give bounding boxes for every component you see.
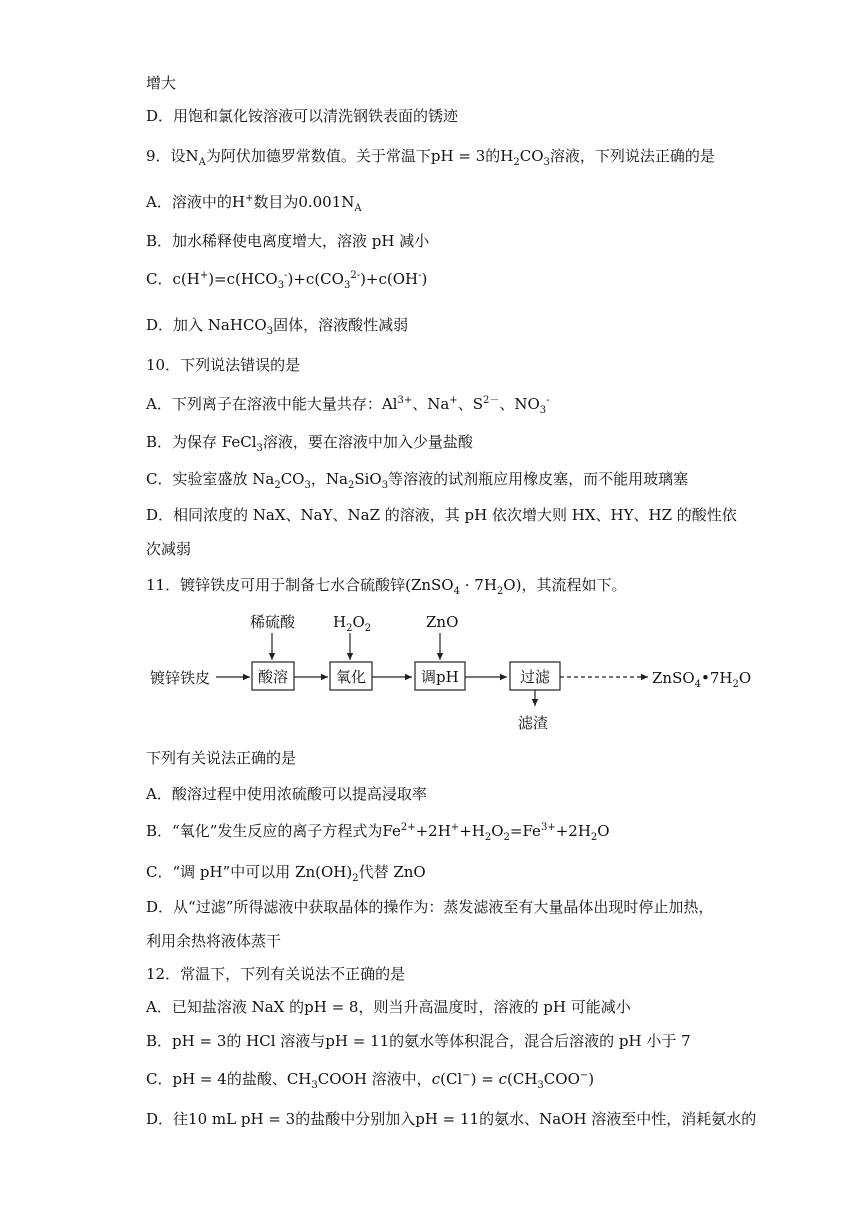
option-10c: C．实验室盛放 $Na_2CO_3$，$Na_2SiO_3$等溶液的试剂瓶应用橡皮塞，而不能用玻璃塞 xyxy=(146,470,689,491)
flow-step-3: 调pH xyxy=(421,668,459,686)
flow-step-4: 过滤 xyxy=(520,668,551,686)
flow-product: $ZnSO_4•7H_2O$ xyxy=(652,669,752,690)
flow-reagent-2: $H_2O_2$ xyxy=(333,613,372,634)
option-12c: C．pH = 4的盐酸、$CH_3COOH$ 溶液中，$c(Cl^-) = c(CH_3COO^-)$ xyxy=(146,1070,595,1091)
process-flowchart xyxy=(140,606,760,736)
text-line: 增大 xyxy=(146,74,177,92)
question-10: 10．下列说法错误的是 xyxy=(146,356,301,374)
option-10d: D．相同浓度的 NaX、NaY、NaZ 的溶液，其 pH 依次增大则 HX、HY、HZ 的酸性依 xyxy=(146,506,737,524)
option-9c: C．$c(H^+)=c(HCO_3^-)+c(CO_3^{2-})+c(OH^-)$ xyxy=(146,270,428,291)
question-12: 12．常温下，下列有关说法不正确的是 xyxy=(146,965,406,983)
flow-reagent-1: 稀硫酸 xyxy=(250,613,296,631)
option-11d-cont: 利用余热将液体蒸干 xyxy=(146,932,282,950)
option-12d: D．往10 mL pH = 3的盐酸中分别加入pH = 11的氨水、NaOH 溶液至中性，消耗氨水的 xyxy=(146,1110,757,1128)
option-10b: B．为保存 FeCl$_3$溶液，要在溶液中加入少量盐酸 xyxy=(146,433,473,454)
option-9a: A．溶液中的H+数目为$0.001N_A$ xyxy=(146,193,362,214)
option-11a: A．酸溶过程中使用浓硫酸可以提高浸取率 xyxy=(146,785,427,803)
option-12b: B．pH = 3的 HCl 溶液与pH = 11的氨水等体积混合，混合后溶液的 pH 小于 7 xyxy=(146,1032,691,1050)
option-11d: D．从“过滤”所得滤液中获取晶体的操作为：蒸发滤液至有大量晶体出现时停止加热， xyxy=(146,898,714,916)
flow-residue: 滤渣 xyxy=(518,714,549,732)
flow-reagent-3: ZnO xyxy=(426,613,459,631)
question-9: 9．设$N_A$为阿伏加德罗常数值。关于常温下pH = 3的$H_2CO_3$溶液，下列说法正确的是 xyxy=(146,147,715,168)
option-8d: D．用饱和氯化铵溶液可以清洗钢铁表面的锈迹 xyxy=(146,107,459,125)
question-11-lead: 下列有关说法正确的是 xyxy=(146,749,297,767)
flow-step-2: 氧化 xyxy=(336,668,367,686)
option-11b: B．“氧化”发生反应的离子方程式为$Fe^{2+}+2H^++H_2O_2=Fe^{3+}+2H_2O$ xyxy=(146,822,610,843)
option-9d: D．加入 NaHCO$_3$固体，溶液酸性减弱 xyxy=(146,316,409,337)
flow-step-1: 酸溶 xyxy=(258,668,289,686)
option-9b: B．加水稀释使电离度增大，溶液 pH 减小 xyxy=(146,232,430,250)
option-10d-cont: 次减弱 xyxy=(146,540,192,558)
option-10a: A．下列离子在溶液中能大量共存：$Al^{3+}$、Na+、$S^{2-}$、$NO_3^-$ xyxy=(146,395,550,416)
question-11: 11．镀锌铁皮可用于制备七水合硫酸锌(ZnSO$_4$ · $7H_2O$)，其流程如下。 xyxy=(146,576,627,597)
option-11c: C．“调 pH”中可以用 $Zn(OH)_2$代替 ZnO xyxy=(146,863,426,884)
option-12a: A．已知盐溶液 NaX 的pH = 8，则当升高温度时，溶液的 pH 可能减小 xyxy=(146,998,631,1016)
flow-start-label: 镀锌铁皮 xyxy=(150,669,211,687)
